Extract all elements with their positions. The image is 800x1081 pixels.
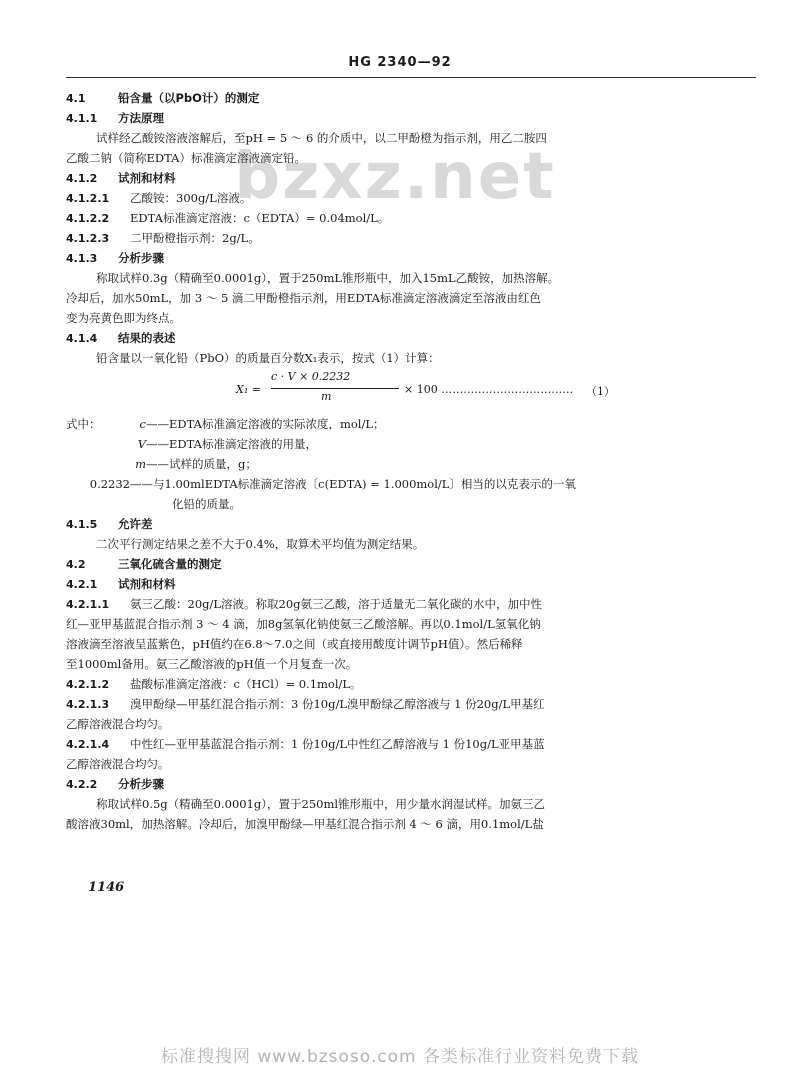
definition-text: ——与1.00mlEDTA标准滴定溶液〔c(EDTA) = 1.000mol/L〕相当的以克表示的一氧 <box>130 477 576 491</box>
continuation-line: 红—亚甲基蓝混合指示剂 3 ～ 4 滴，加8g氢氧化钠使氨三乙酸溶解。再以0.1mol/L氢氧化钠 <box>66 617 541 631</box>
definition-symbol: m <box>135 457 146 471</box>
formula-numerator: c · V × 0.2232 <box>271 370 351 383</box>
section-number: 4.1.5 <box>66 518 98 531</box>
item-number: 4.2.1.4 <box>66 738 110 751</box>
item-number: 4.2.1.1 <box>66 598 110 611</box>
numbered-item <box>66 594 756 614</box>
item-text: 二甲酚橙指示剂：2g/L。 <box>130 231 260 245</box>
numbered-item <box>66 208 756 228</box>
section-title: 分析步骤 <box>118 777 164 791</box>
numbered-item <box>66 674 756 694</box>
definition-text: ——试样的质量，g； <box>146 457 257 471</box>
numbered-item <box>66 734 756 754</box>
section-title: 试剂和材料 <box>118 171 176 185</box>
numbered-item <box>66 228 756 248</box>
formula-1 <box>66 368 756 414</box>
definition-symbol: 0.2232 <box>89 477 130 491</box>
definition-line <box>66 474 756 494</box>
item-number: 4.1.2.1 <box>66 192 110 205</box>
continuation-line: 乙醇溶液混合均匀。 <box>66 757 170 771</box>
formula-lhs: X₁ = <box>236 383 261 396</box>
item-text: 中性红—亚甲基蓝混合指示剂：1 份10g/L中性红乙醇溶液与 1 份10g/L亚甲基蓝 <box>130 737 545 751</box>
definition-symbol: c <box>139 417 146 431</box>
item-text: EDTA标准滴定溶液：c（EDTA）= 0.04mol/L。 <box>130 211 390 225</box>
section-block-2 <box>66 514 756 834</box>
paragraph-line: 称取试样0.5g（精确至0.0001g），置于250ml锥形瓶中，用少量水润湿试样。加氨三乙 <box>96 797 546 811</box>
section-heading <box>66 574 756 594</box>
section-number: 4.1.2 <box>66 172 98 185</box>
formula-denominator: m <box>321 390 332 403</box>
definition-line <box>66 494 756 514</box>
section-number: 4.1 <box>66 92 86 105</box>
document-body <box>66 88 756 834</box>
document-header: HG 2340—92 <box>348 55 452 70</box>
section-title: 三氧化硫含量的测定 <box>118 557 222 571</box>
section-heading <box>66 554 756 574</box>
continuation-line: 乙醇溶液混合均匀。 <box>66 717 170 731</box>
item-number: 4.2.1.3 <box>66 698 110 711</box>
section-heading <box>66 514 756 534</box>
continuation-line: 溶液滴至溶液呈蓝紫色，pH值约在6.8～7.0之间（或直接用酸度计调节pH值）。然后稀释 <box>66 637 523 651</box>
continuation-line: 酸溶液30ml，加热溶解。冷却后，加溴甲酚绿—甲基红混合指示剂 4 ～ 6 滴，用0.1mol/L盐 <box>66 817 544 831</box>
formula-tag: （1） <box>586 385 615 398</box>
section-heading <box>66 88 756 108</box>
section-heading <box>66 248 756 268</box>
continuation-line: 冷却后，加水50mL，加 3 ～ 5 滴二甲酚橙指示剂，用EDTA标准滴定溶液滴定至溶液由红色 <box>66 291 541 305</box>
definition-line <box>66 414 756 434</box>
paragraph-line: 试样经乙酸铵溶液溶解后，至pH = 5 ～ 6 的介质中，以二甲酚橙为指示剂，用乙二胺四 <box>96 131 547 145</box>
item-number: 4.2.1.2 <box>66 678 110 691</box>
section-number: 4.1.1 <box>66 112 98 125</box>
watermark: bzxz.net <box>234 140 556 214</box>
fraction-bar <box>271 388 399 389</box>
item-text: 氨三乙酸：20g/L溶液。称取20g氨三乙酸，溶于适量无二氧化碳的水中，加中性 <box>130 597 542 611</box>
paragraph-line: 二次平行测定结果之差不大于0.4%，取算术平均值为测定结果。 <box>96 537 425 551</box>
site-footer: 标准搜搜网 www.bzsoso.com 各类标准行业资料免费下载 <box>160 1047 639 1067</box>
section-number: 4.2.2 <box>66 778 98 791</box>
definition-symbol: V <box>137 437 146 451</box>
item-number: 4.1.2.3 <box>66 232 110 245</box>
section-heading <box>66 168 756 188</box>
section-title: 分析步骤 <box>118 251 164 265</box>
definition-text: 化铅的质量。 <box>172 497 241 511</box>
item-text: 乙酸铵：300g/L溶液。 <box>130 191 252 205</box>
section-title: 允许差 <box>118 517 153 531</box>
section-title: 试剂和材料 <box>118 577 176 591</box>
item-text: 溴甲酚绿—甲基红混合指示剂：3 份10g/L溴甲酚绿乙醇溶液与 1 份20g/L甲基红 <box>130 697 545 711</box>
page-number: 1146 <box>88 880 125 895</box>
section-number: 4.2.1 <box>66 578 98 591</box>
item-number: 4.1.2.2 <box>66 212 110 225</box>
section-heading <box>66 108 756 128</box>
continuation-line: 至1000ml备用。氨三乙酸溶液的pH值一个月复查一次。 <box>66 657 358 671</box>
numbered-item <box>66 694 756 714</box>
continuation-line: 变为亮黄色即为终点。 <box>66 311 181 325</box>
definition-line <box>66 454 756 474</box>
definition-text: ——EDTA标准滴定溶液的实际浓度，mol/L； <box>146 417 385 431</box>
paragraph-line: 铅含量以一氧化铅（PbO）的质量百分数X₁表示，按式（1）计算： <box>96 351 440 365</box>
section-number: 4.1.3 <box>66 252 98 265</box>
numbered-item <box>66 188 756 208</box>
section-title: 铅含量（以PbO计）的测定 <box>118 91 260 105</box>
section-heading <box>66 328 756 348</box>
formula-definitions <box>66 414 756 514</box>
definition-line <box>66 434 756 454</box>
paragraph-line: 称取试样0.3g（精确至0.0001g），置于250mL锥形瓶中，加入15mL乙酸铵，加热溶解。 <box>96 271 560 285</box>
section-title: 方法原理 <box>118 111 164 125</box>
section-heading <box>66 774 756 794</box>
formula-rest: × 100 ……………………………… <box>404 383 574 396</box>
item-text: 盐酸标准滴定溶液：c（HCl）= 0.1mol/L。 <box>130 677 362 691</box>
section-block-1 <box>66 88 756 368</box>
header-rule <box>66 77 756 78</box>
section-number: 4.2 <box>66 558 86 571</box>
definition-lead: 式中： <box>66 417 101 431</box>
section-title: 结果的表述 <box>118 331 176 345</box>
continuation-line: 乙酸二钠（简称EDTA）标准滴定溶液滴定铅。 <box>66 151 306 165</box>
section-number: 4.1.4 <box>66 332 98 345</box>
definition-text: ——EDTA标准滴定溶液的用量， <box>146 437 317 451</box>
